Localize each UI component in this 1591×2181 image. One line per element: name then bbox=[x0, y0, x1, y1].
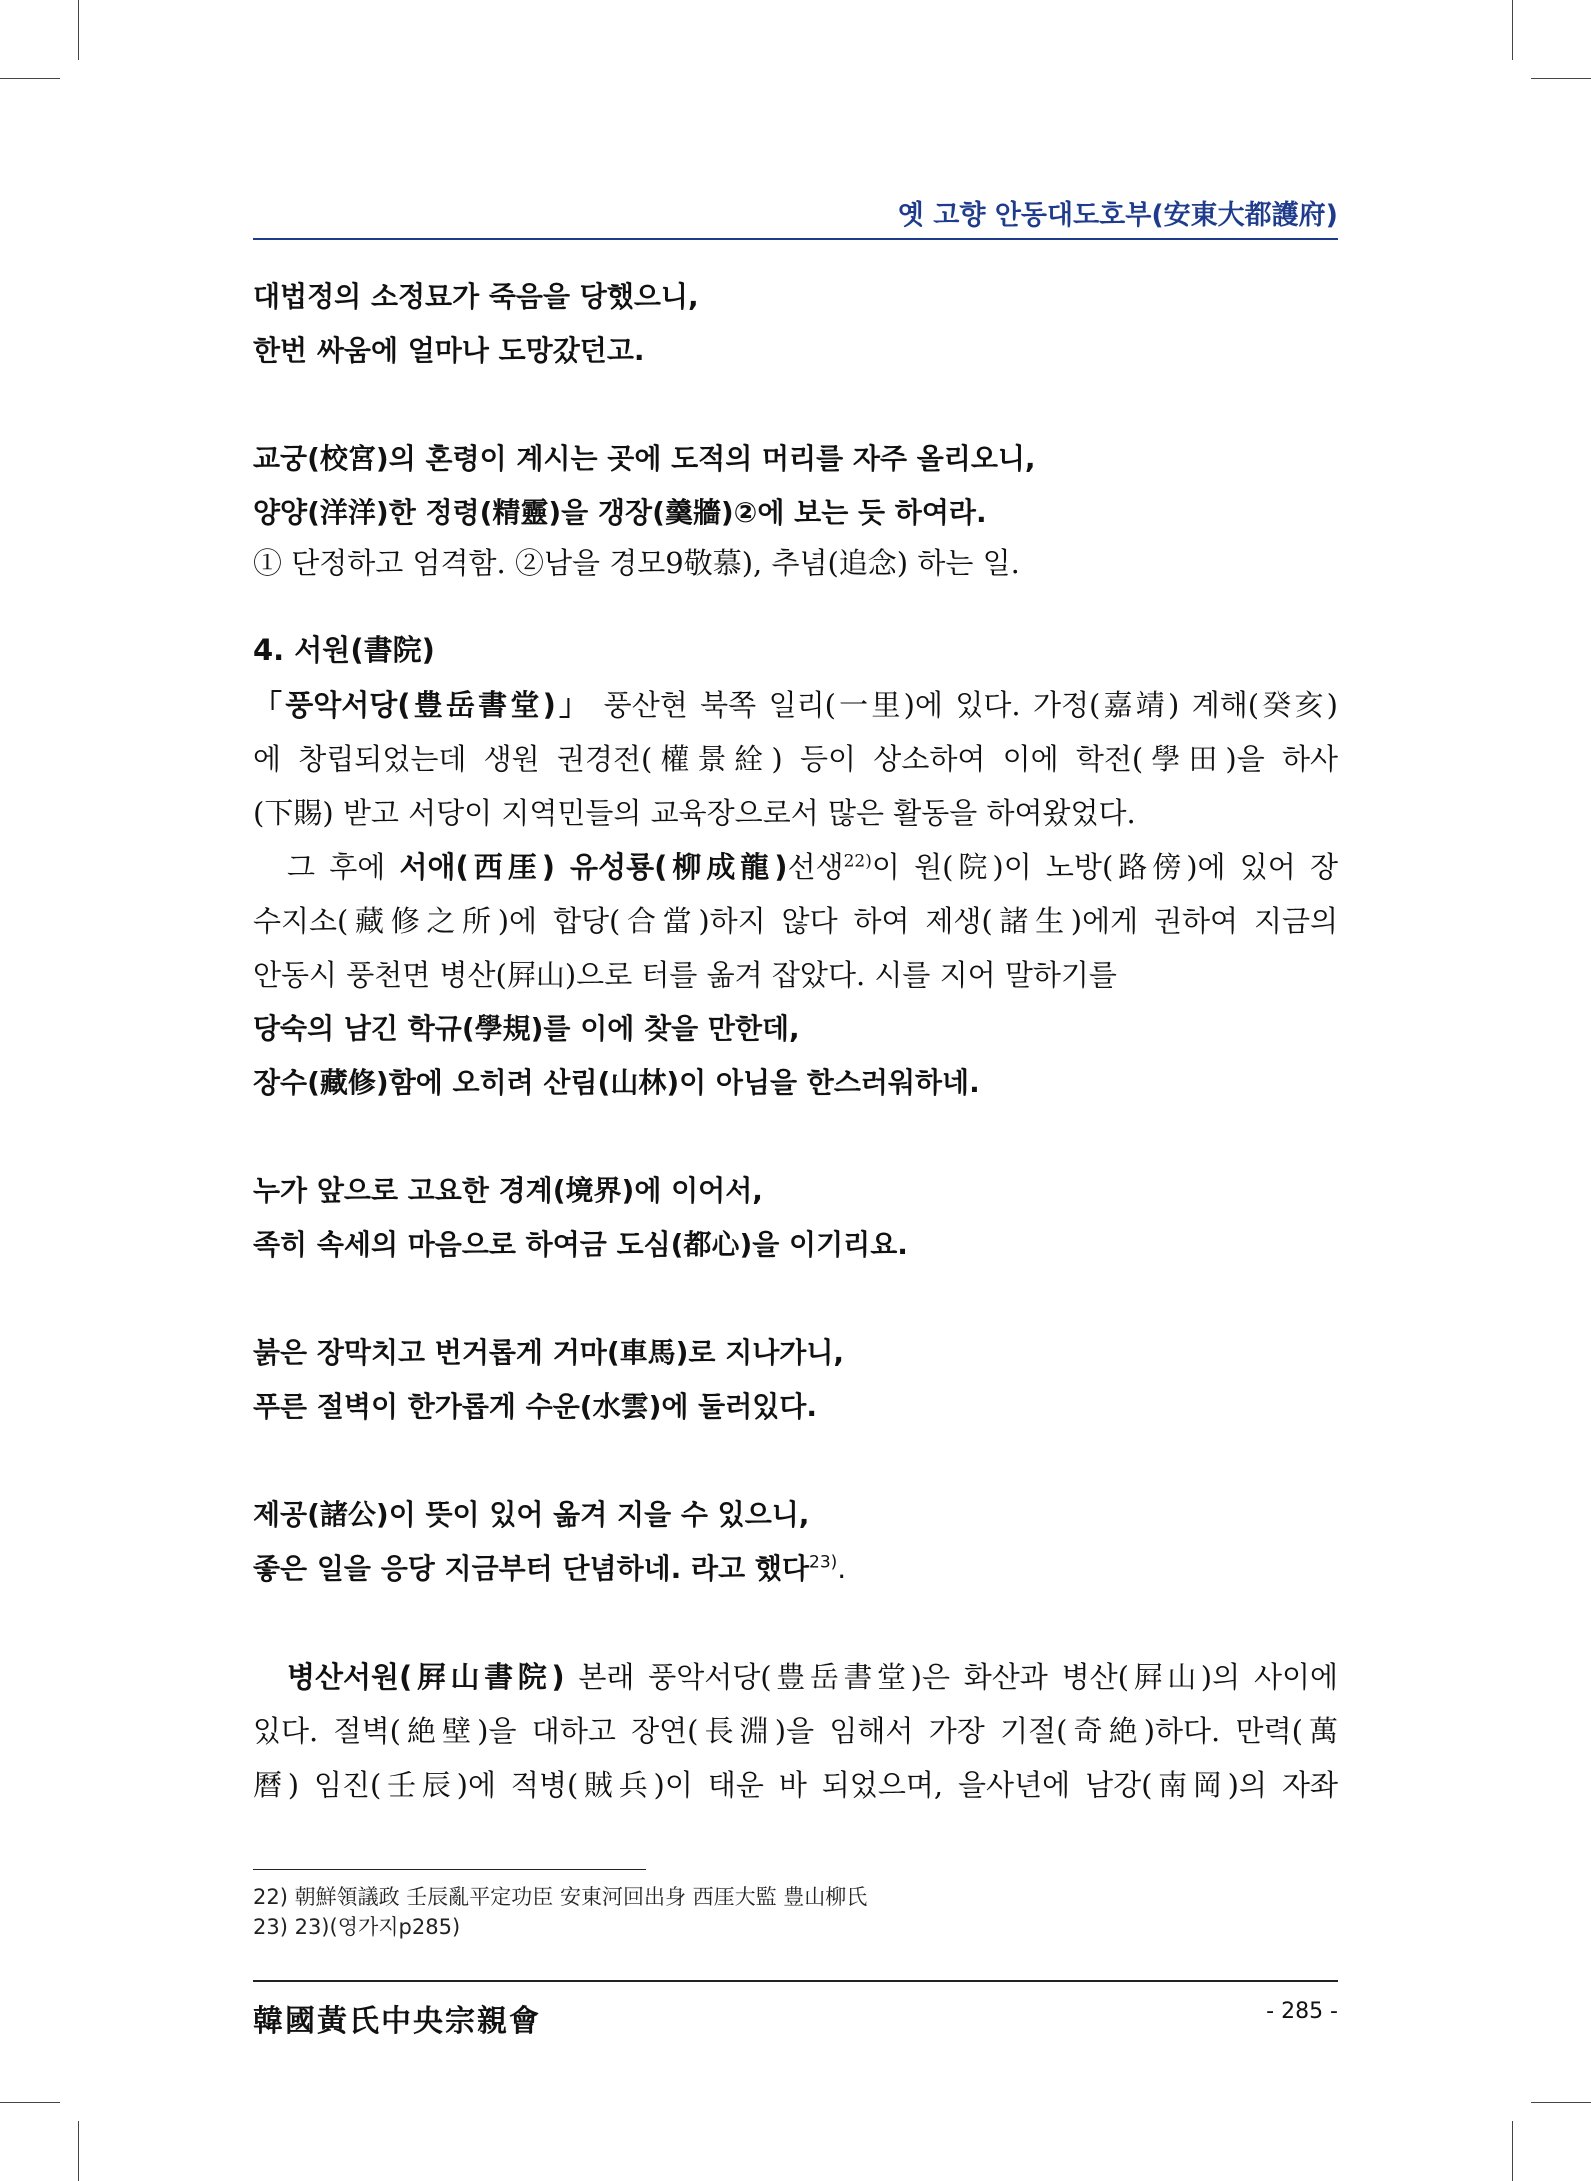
paragraph-line: 曆) 임진(壬辰)에 적병(賊兵)이 태운 바 되었으며, 을사년에 남강(南岡)의 자좌 bbox=[253, 1768, 1338, 1802]
paragraph-line: 「풍악서당(豊岳書堂)」 풍산현 북쪽 일리(一里)에 있다. 가정(嘉靖) 계해(癸亥) bbox=[253, 688, 1338, 722]
poem-line: 붉은 장막치고 번거롭게 거마(車馬)로 지나가니, bbox=[253, 1336, 845, 1369]
paragraph-line: 수지소(藏修之所)에 합당(合當)하지 않다 하여 제생(諸生)에게 권하여 지금의 bbox=[253, 904, 1338, 938]
crop-mark bbox=[1531, 78, 1591, 79]
footnotes bbox=[253, 1882, 867, 1942]
paragraph-line: 안동시 풍천면 병산(屛山)으로 터를 옮겨 잡았다. 시를 지어 말하기를 bbox=[253, 958, 1117, 992]
verse-line: 대법정의 소정묘가 죽음을 당했으니, bbox=[253, 280, 699, 313]
crop-mark bbox=[0, 2102, 60, 2103]
poem-line: 장수(藏修)함에 오히려 산림(山林)이 아님을 한스러워하네. bbox=[253, 1066, 980, 1099]
crop-mark bbox=[0, 78, 60, 79]
footnote-ref-23[interactable]: 23) bbox=[809, 1552, 838, 1573]
crop-mark bbox=[78, 2121, 79, 2181]
paragraph-line: 있다. 절벽(絶壁)을 대하고 장연(長淵)을 임해서 가장 기절(奇絶)하다. 만력(萬 bbox=[253, 1714, 1338, 1748]
poem-line: 누가 앞으로 고요한 경계(境界)에 이어서, bbox=[253, 1174, 763, 1207]
paragraph-line: 병산서원(屛山書院) 본래 풍악서당(豊岳書堂)은 화산과 병산(屛山)의 사이에 bbox=[287, 1660, 1338, 1694]
crop-mark bbox=[1512, 2121, 1513, 2181]
paragraph-line: 에 창립되었는데 생원 권경전(權景絟) 등이 상소하여 이에 학전(學田)을 하사 bbox=[253, 742, 1338, 776]
page-body bbox=[253, 270, 1338, 1812]
paragraph-line: (下賜) 받고 서당이 지역민들의 교육장으로서 많은 활동을 하여왔었다. bbox=[253, 796, 1136, 830]
annotation-note: ① 단정하고 엄격함. ②남을 경모9敬慕), 추념(追念) 하는 일. bbox=[253, 546, 1020, 580]
poem-line: 족히 속세의 마음으로 하여금 도심(都心)을 이기리요. bbox=[253, 1228, 908, 1261]
lead-title: 병산서원(屛山書院) bbox=[287, 1660, 565, 1694]
crop-mark bbox=[1531, 2102, 1591, 2103]
crop-mark bbox=[78, 0, 79, 60]
poem-line: 푸른 절벽이 한가롭게 수운(水雲)에 둘러있다. bbox=[253, 1390, 817, 1423]
footnote-22: 22) 朝鮮領議政 壬辰亂平定功臣 安東河回出身 西厓大監 豊山柳氏 bbox=[253, 1885, 868, 1909]
lead-title: 「풍악서당(豊岳書堂)」 bbox=[253, 688, 592, 722]
footer-organization: 韓國黃氏中央宗親會 bbox=[253, 2004, 541, 2039]
verse-line: 교궁(校宮)의 혼령이 계시는 곳에 도적의 머리를 자주 올리오니, bbox=[253, 442, 1036, 475]
verse-line: 한번 싸움에 얼마나 도망갔던고. bbox=[253, 334, 645, 367]
running-header: 옛 고향 안동대도호부(安東大都護府) bbox=[897, 200, 1338, 231]
poem-line: 제공(諸公)이 뜻이 있어 옮겨 지을 수 있으니, bbox=[253, 1498, 810, 1531]
poem-line: 좋은 일을 응당 지금부터 단념하네. 라고 했다$^{23)}$. bbox=[253, 1552, 847, 1585]
page-number: - 285 - bbox=[1266, 1999, 1338, 2024]
section-heading: 4. 서원(書院) bbox=[253, 633, 435, 667]
footnote-rule bbox=[253, 1869, 646, 1870]
person-name: 서애(西厓) 유성룡(柳成龍) bbox=[399, 850, 788, 884]
paragraph-line: 그 후에 서애(西厓) 유성룡(柳成龍)선생$^{22)}$이 원(院)이 노방(路傍)에 있어 장 bbox=[287, 850, 1338, 884]
footnote-23: 23) 23)(영가지p285) bbox=[253, 1915, 461, 1939]
footnote-ref-22[interactable]: 22) bbox=[843, 851, 872, 872]
footer-rule bbox=[253, 1980, 1338, 1982]
crop-mark bbox=[1512, 0, 1513, 60]
verse-line: 양양(洋洋)한 정령(精靈)을 갱장(羹牆)②에 보는 듯 하여라. bbox=[253, 496, 987, 529]
poem-line: 당숙의 남긴 학규(學規)를 이에 찾을 만한데, bbox=[253, 1012, 800, 1045]
header-rule bbox=[253, 238, 1338, 240]
